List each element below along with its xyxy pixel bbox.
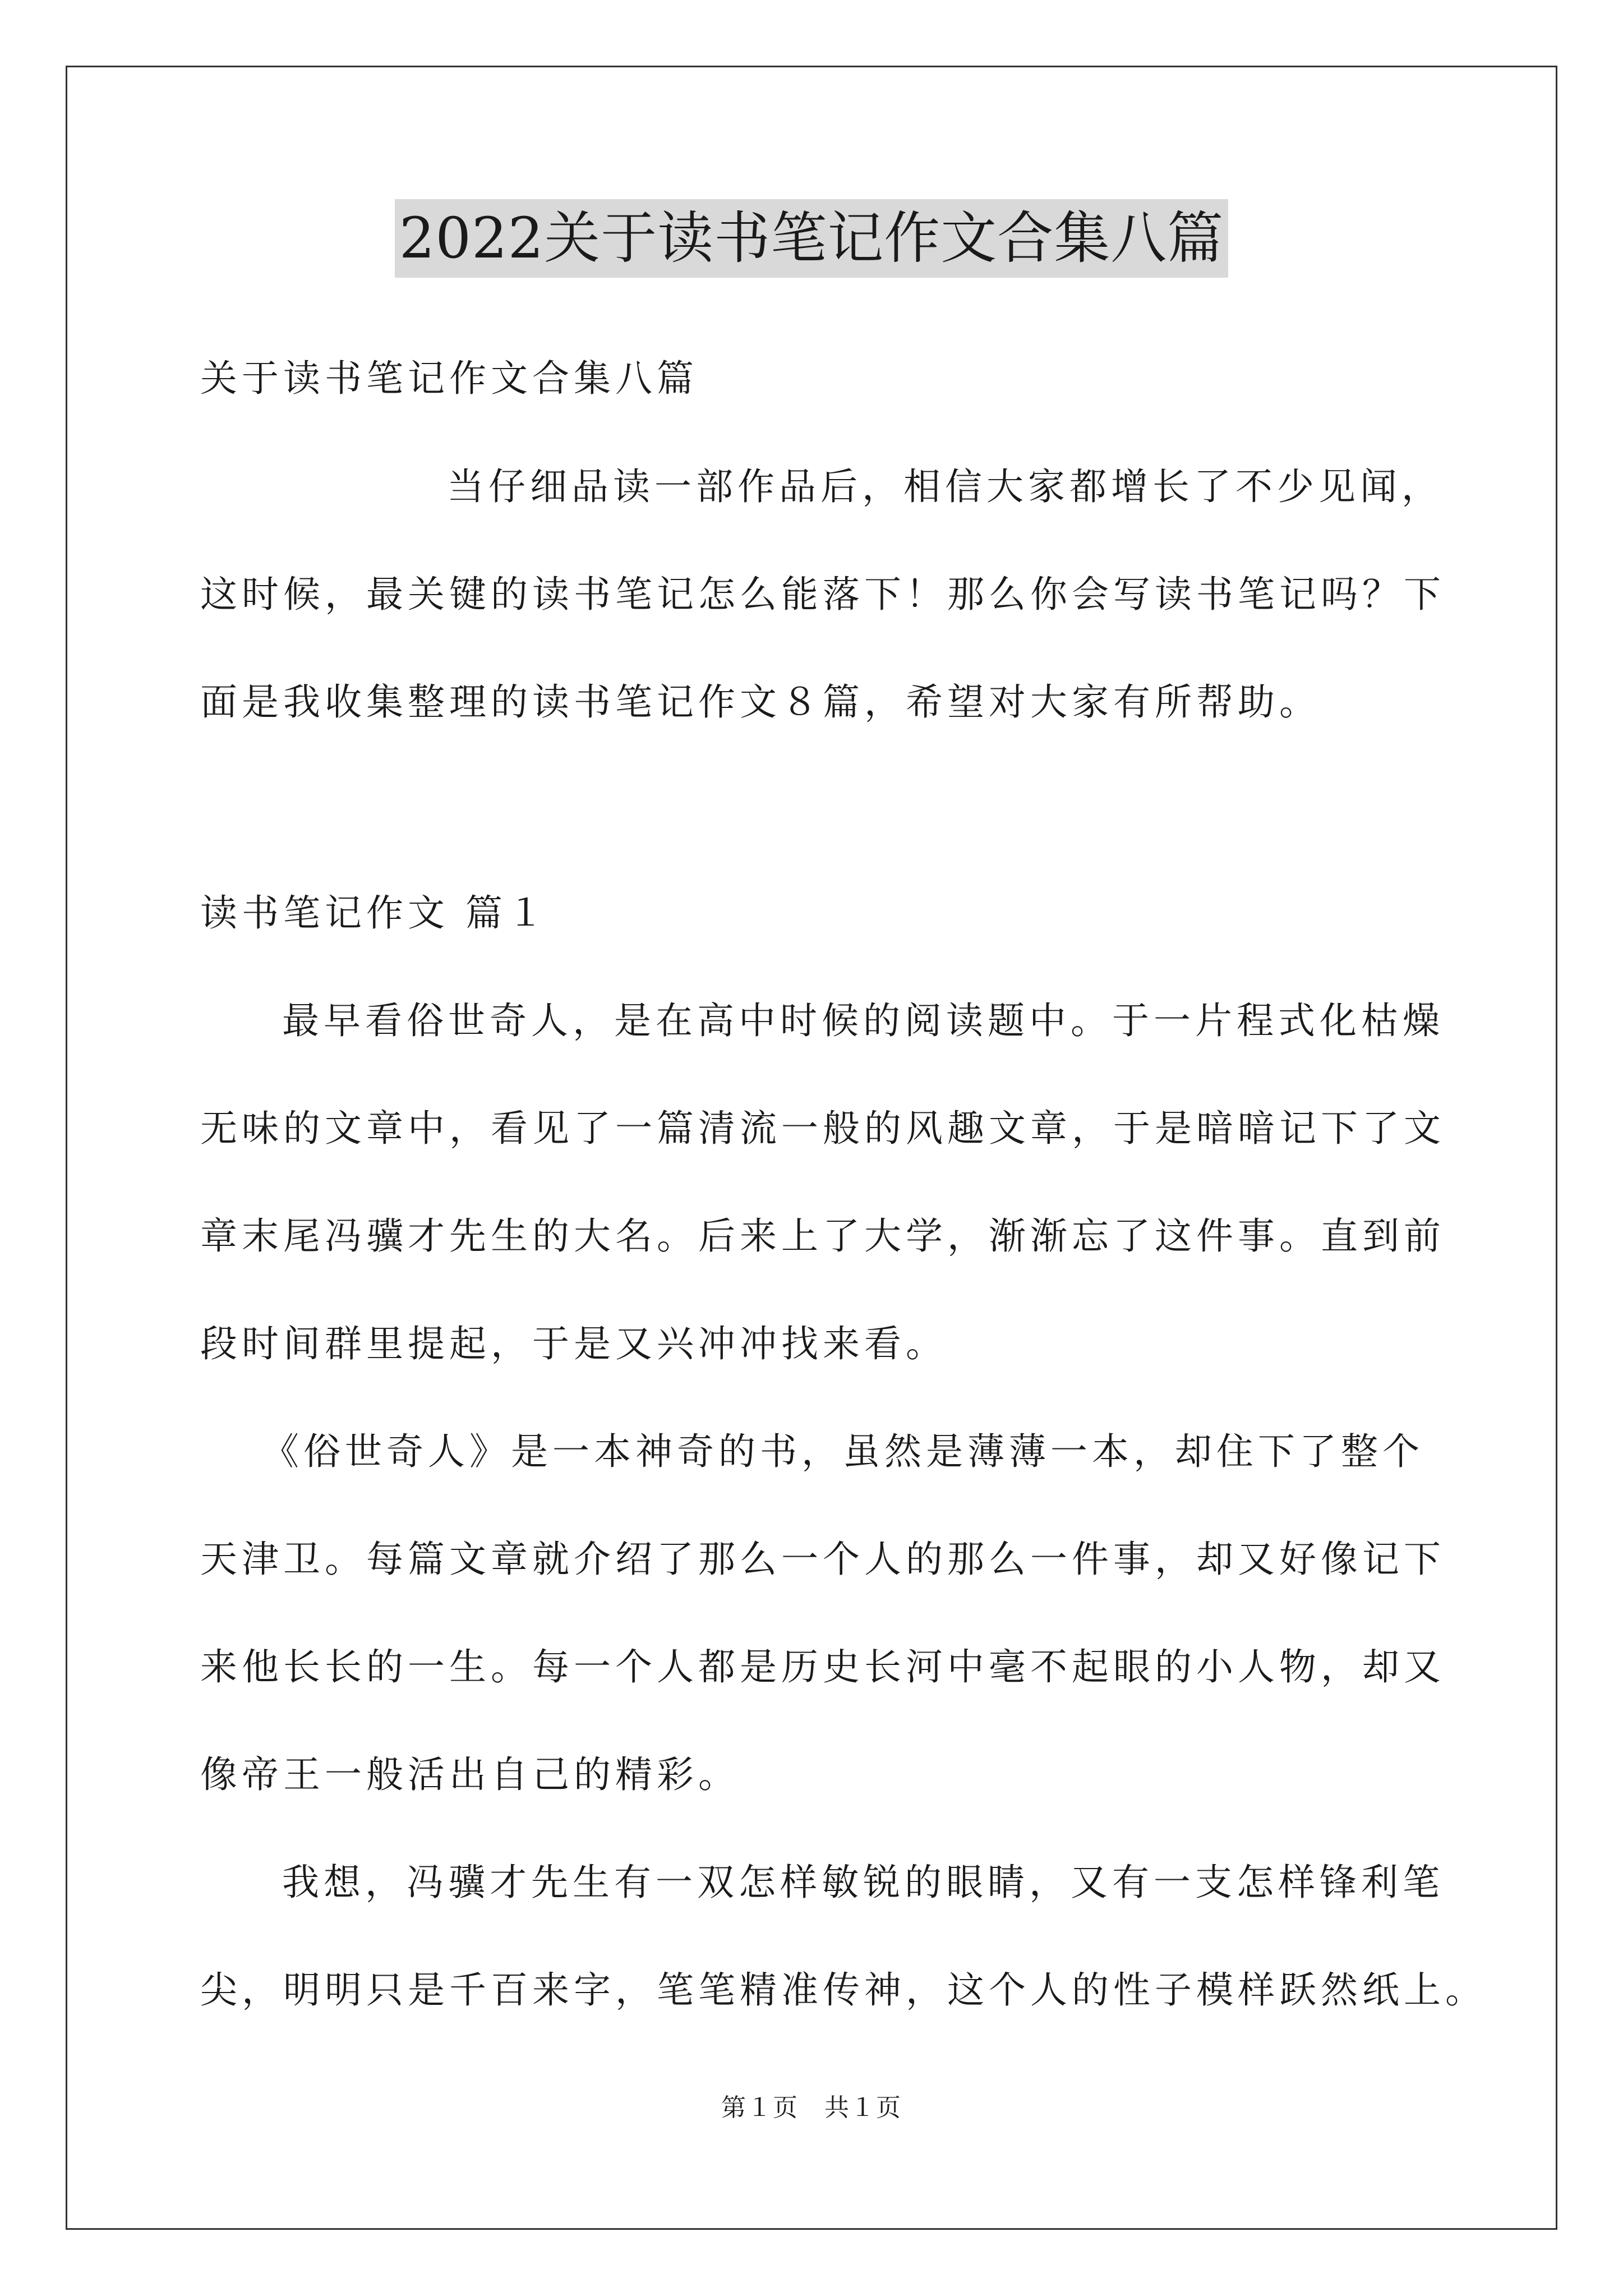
paragraph-line: 来他长长的一生。每一个人都是历史长河中毫不起眼的小人物，却又 bbox=[200, 1645, 1445, 1688]
paragraph-line: 天津卫。每篇文章就介绍了那么一个人的那么一件事，却又好像记下 bbox=[200, 1538, 1445, 1581]
document-title: 2022关于读书笔记作文合集八篇 bbox=[395, 199, 1229, 278]
paragraph-line: 章末尾冯骥才先生的大名。后来上了大学，渐渐忘了这件事。直到前 bbox=[200, 1214, 1445, 1258]
intro-line: 当仔细品读一部作品后，相信大家都增长了不少见闻， bbox=[447, 465, 1443, 508]
document-subtitle: 关于读书笔记作文合集八篇 bbox=[200, 357, 698, 400]
paragraph-line: 我想，冯骥才先生有一双怎样敏锐的眼睛，又有一支怎样锋利笔 bbox=[282, 1861, 1444, 1904]
page-footer: 第１页 共１页 bbox=[721, 2093, 902, 2122]
intro-line: 面是我收集整理的读书笔记作文８篇，希望对大家有所帮助。 bbox=[200, 680, 1321, 724]
paragraph-line: 段时间群里提起，于是又兴冲冲找来看。 bbox=[200, 1322, 947, 1365]
title-wrap bbox=[0, 199, 1623, 278]
paragraph-line: 最早看俗世奇人，是在高中时候的阅读题中。于一片程式化枯燥 bbox=[282, 999, 1444, 1042]
paragraph-line: 《俗世奇人》是一本神奇的书，虽然是薄薄一本，却住下了整个 bbox=[262, 1430, 1424, 1473]
section-heading: 读书笔记作文 篇１ bbox=[200, 891, 548, 935]
paragraph-line: 无味的文章中，看见了一篇清流一般的风趣文章，于是暗暗记下了文 bbox=[200, 1107, 1445, 1150]
paragraph-line: 像帝王一般活出自己的精彩。 bbox=[200, 1753, 740, 1796]
intro-line: 这时候，最关键的读书笔记怎么能落下！那么你会写读书笔记吗？下 bbox=[200, 573, 1445, 616]
paragraph-line: 尖，明明只是千百来字，笔笔精准传神，这个人的性子模样跃然纸上。 bbox=[200, 1968, 1487, 2012]
